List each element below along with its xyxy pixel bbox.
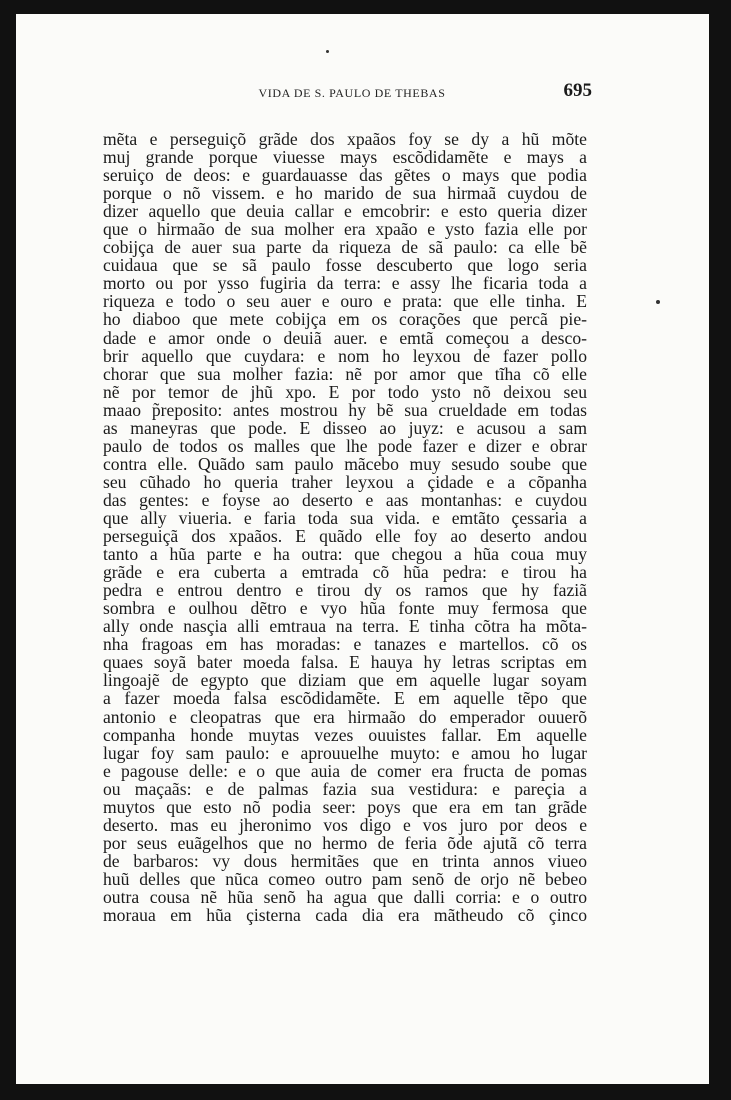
text-line: lingoajẽ de egypto que diziam que em aquelle lugar soyam [103, 670, 587, 691]
text-line: nẽ por temor de jhũ xpo. E por todo ysto nõ deixou seu [103, 381, 587, 402]
text-line: dade e amor onde o deuiã auer. e emtã começou a desco- [103, 327, 587, 348]
text-line: huũ delles que nũca comeo outro pam senõ de orjo nẽ bebeo [103, 868, 587, 889]
text-line: porque o nõ vissem. e ho marido de sua hirmaã cuydou de [103, 183, 587, 204]
print-speck [656, 300, 660, 304]
text-line: dizer aquello que deuia callar e emcobrir: e esto queria dizer [103, 201, 587, 222]
text-line: por seus euãgelhos que no hermo de feria õde ajutã cõ terra [103, 832, 587, 853]
text-line: e pagouse delle: e o que auia de comer era fructa de pomas [103, 760, 587, 781]
text-line: moraua em hũa çisterna cada dia era mãtheudo cõ çinco [103, 905, 587, 926]
text-line: seruiço de deos: e guardauasse das gẽtes o mays que podia [103, 165, 587, 186]
text-line: que o hirmaão de sua molher era xpaão e ysto fazia elle por [103, 219, 587, 240]
text-line: nha fragoas em has moradas: e tanazes e martellos. cõ os [103, 634, 587, 655]
text-line: ally onde nasçia alli emtraua na terra. E tinha cõtra ha mõta- [103, 616, 587, 637]
text-line: cuidaua que se sã paulo fosse descuberto que logo seria [103, 255, 587, 276]
text-line: muj grande porque viuesse mays escõdidamẽte e mays a [103, 147, 587, 168]
text-line: outra cousa nẽ hũa senõ ha agua que dalli corria: e o outro [103, 886, 587, 907]
text-line: lugar foy sam paulo: e aprouuelhe muyto: e amou ho lugar [103, 742, 587, 763]
text-line: perseguiçã dos xpaãos. E quãdo elle foy ao deserto andou [103, 526, 587, 547]
text-line: chorar que sua molher fazia: nẽ por amor que tĩha cõ elle [103, 363, 587, 384]
book-page [16, 14, 709, 1084]
body-text [103, 130, 587, 924]
text-line: riqueza e todo o seu auer e ouro e prata: que elle tinha. E [103, 291, 587, 312]
text-line: companha honde muytas vezes ouuistes fallar. Em aquelle [103, 724, 587, 745]
text-line: das gentes: e foyse ao deserto e aas montanhas: e cuydou [103, 489, 587, 510]
text-line: contra elle. Quãdo sam paulo mãcebo muy sesudo soube que [103, 453, 587, 474]
text-line: quaes soyã bater moeda falsa. E hauya hy letras scriptas em [103, 652, 587, 673]
running-title: VIDA DE S. PAULO DE THEBAS [258, 86, 446, 100]
text-line: de barbaros: vy dous hermitães que en trinta annos viueo [103, 850, 587, 871]
text-line: cobijça de auer sua parte da riqueza de sã paulo: ca elle bẽ [103, 237, 587, 258]
text-line: ho diaboo que mete cobijça em os corações que percã pie- [103, 309, 587, 330]
text-line: seu cũhado ho queria traher leyxou a çidade e a cõpanha [103, 471, 587, 492]
text-line: morto ou por ysso fugiria da terra: e assy lhe ficaria toda a [103, 273, 587, 294]
print-speck [326, 50, 329, 53]
page-number: 695 [563, 80, 592, 101]
text-line: mẽta e perseguiçõ grãde dos xpaãos foy se dy a hũ mõte [103, 129, 587, 149]
text-line: a fazer moeda falsa escõdidamẽte. E em aquelle tẽpo que [103, 688, 587, 709]
text-line: pedra e entrou dentro e tirou dy os ramos que hy faziã [103, 580, 587, 601]
text-line: brir aquello que cuydara: e nom ho leyxou de fazer pollo [103, 345, 587, 366]
text-line: maao p̃reposito: antes mostrou hy bẽ sua crueldade em todas [103, 399, 587, 420]
text-line: ou maçaãs: e de palmas fazia sua vestidura: e pareçia a [103, 778, 587, 799]
text-line: grãde e era cuberta a emtrada cõ hũa pedra: e tirou ha [103, 562, 587, 583]
text-line: deserto. mas eu jheronimo vos digo e vos juro por deos e [103, 814, 587, 835]
text-line: muytos que esto nõ podia seer: poys que era em tan grãde [103, 796, 587, 817]
text-line: que ally viueria. e faria toda sua vida. e emtãto çessaria a [103, 507, 587, 528]
text-line: as maneyras que pode. E disseo ao juyz: e acusou a sam [103, 417, 587, 438]
text-line: paulo de todos os malles que lhe pode fazer e dizer e obrar [103, 435, 587, 456]
text-line: sombra e oulhou dẽtro e vyo hũa fonte muy fermosa que [103, 598, 587, 619]
text-line: tanto a hũa parte e ha outra: que chegou a hũa coua muy [103, 544, 587, 565]
text-line: antonio e cleopatras que era hirmaão do emperador ouuerõ [103, 706, 587, 727]
